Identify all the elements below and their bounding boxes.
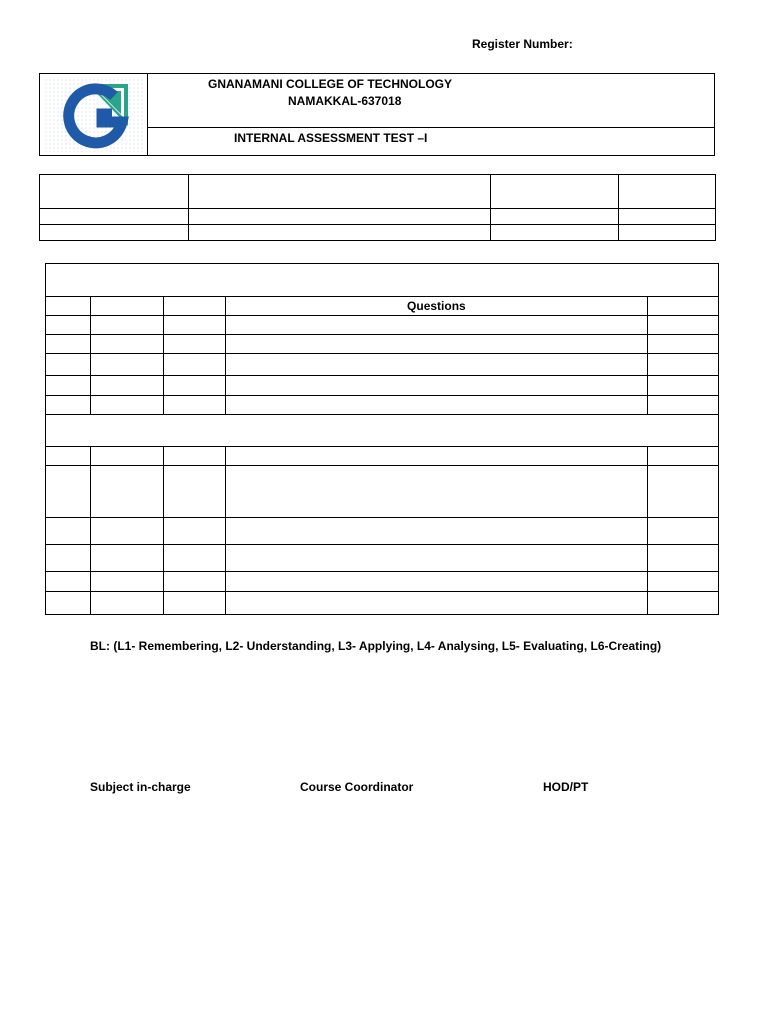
register-number-label: Register Number: — [472, 37, 573, 51]
test-title: INTERNAL ASSESSMENT TEST –I — [234, 131, 428, 145]
subject-incharge-signature: Subject in-charge — [90, 780, 191, 794]
table-row — [40, 175, 716, 209]
table-row — [46, 396, 719, 415]
table-row — [46, 376, 719, 396]
table-row — [46, 545, 719, 572]
table-header-row — [46, 297, 719, 316]
questions-table — [45, 263, 719, 615]
table-row — [40, 209, 716, 225]
college-header — [39, 73, 715, 156]
hod-signature: HOD/PT — [543, 780, 589, 794]
table-row — [46, 592, 719, 615]
table-row — [46, 518, 719, 545]
college-logo — [40, 74, 148, 155]
table-row — [46, 354, 719, 376]
table-row — [40, 225, 716, 241]
college-logo-icon — [40, 74, 147, 155]
course-coordinator-signature: Course Coordinator — [300, 780, 414, 794]
course-info-table — [39, 174, 716, 241]
table-row — [46, 466, 719, 518]
college-location: NAMAKKAL-637018 — [288, 94, 402, 108]
part-b-heading-row — [46, 415, 719, 447]
part-a-heading-row — [46, 264, 719, 297]
table-row — [46, 316, 719, 335]
table-row — [46, 447, 719, 466]
table-row — [46, 335, 719, 354]
table-row — [46, 572, 719, 592]
questions-column-header: Questions — [225, 297, 647, 316]
college-name: GNANAMANI COLLEGE OF TECHNOLOGY — [208, 77, 452, 91]
bloom-level-legend: BL: (L1- Remembering, L2- Understanding, L3- Applying, L4- Analysing, L5- Evaluating, L6-Creating) — [90, 639, 662, 653]
